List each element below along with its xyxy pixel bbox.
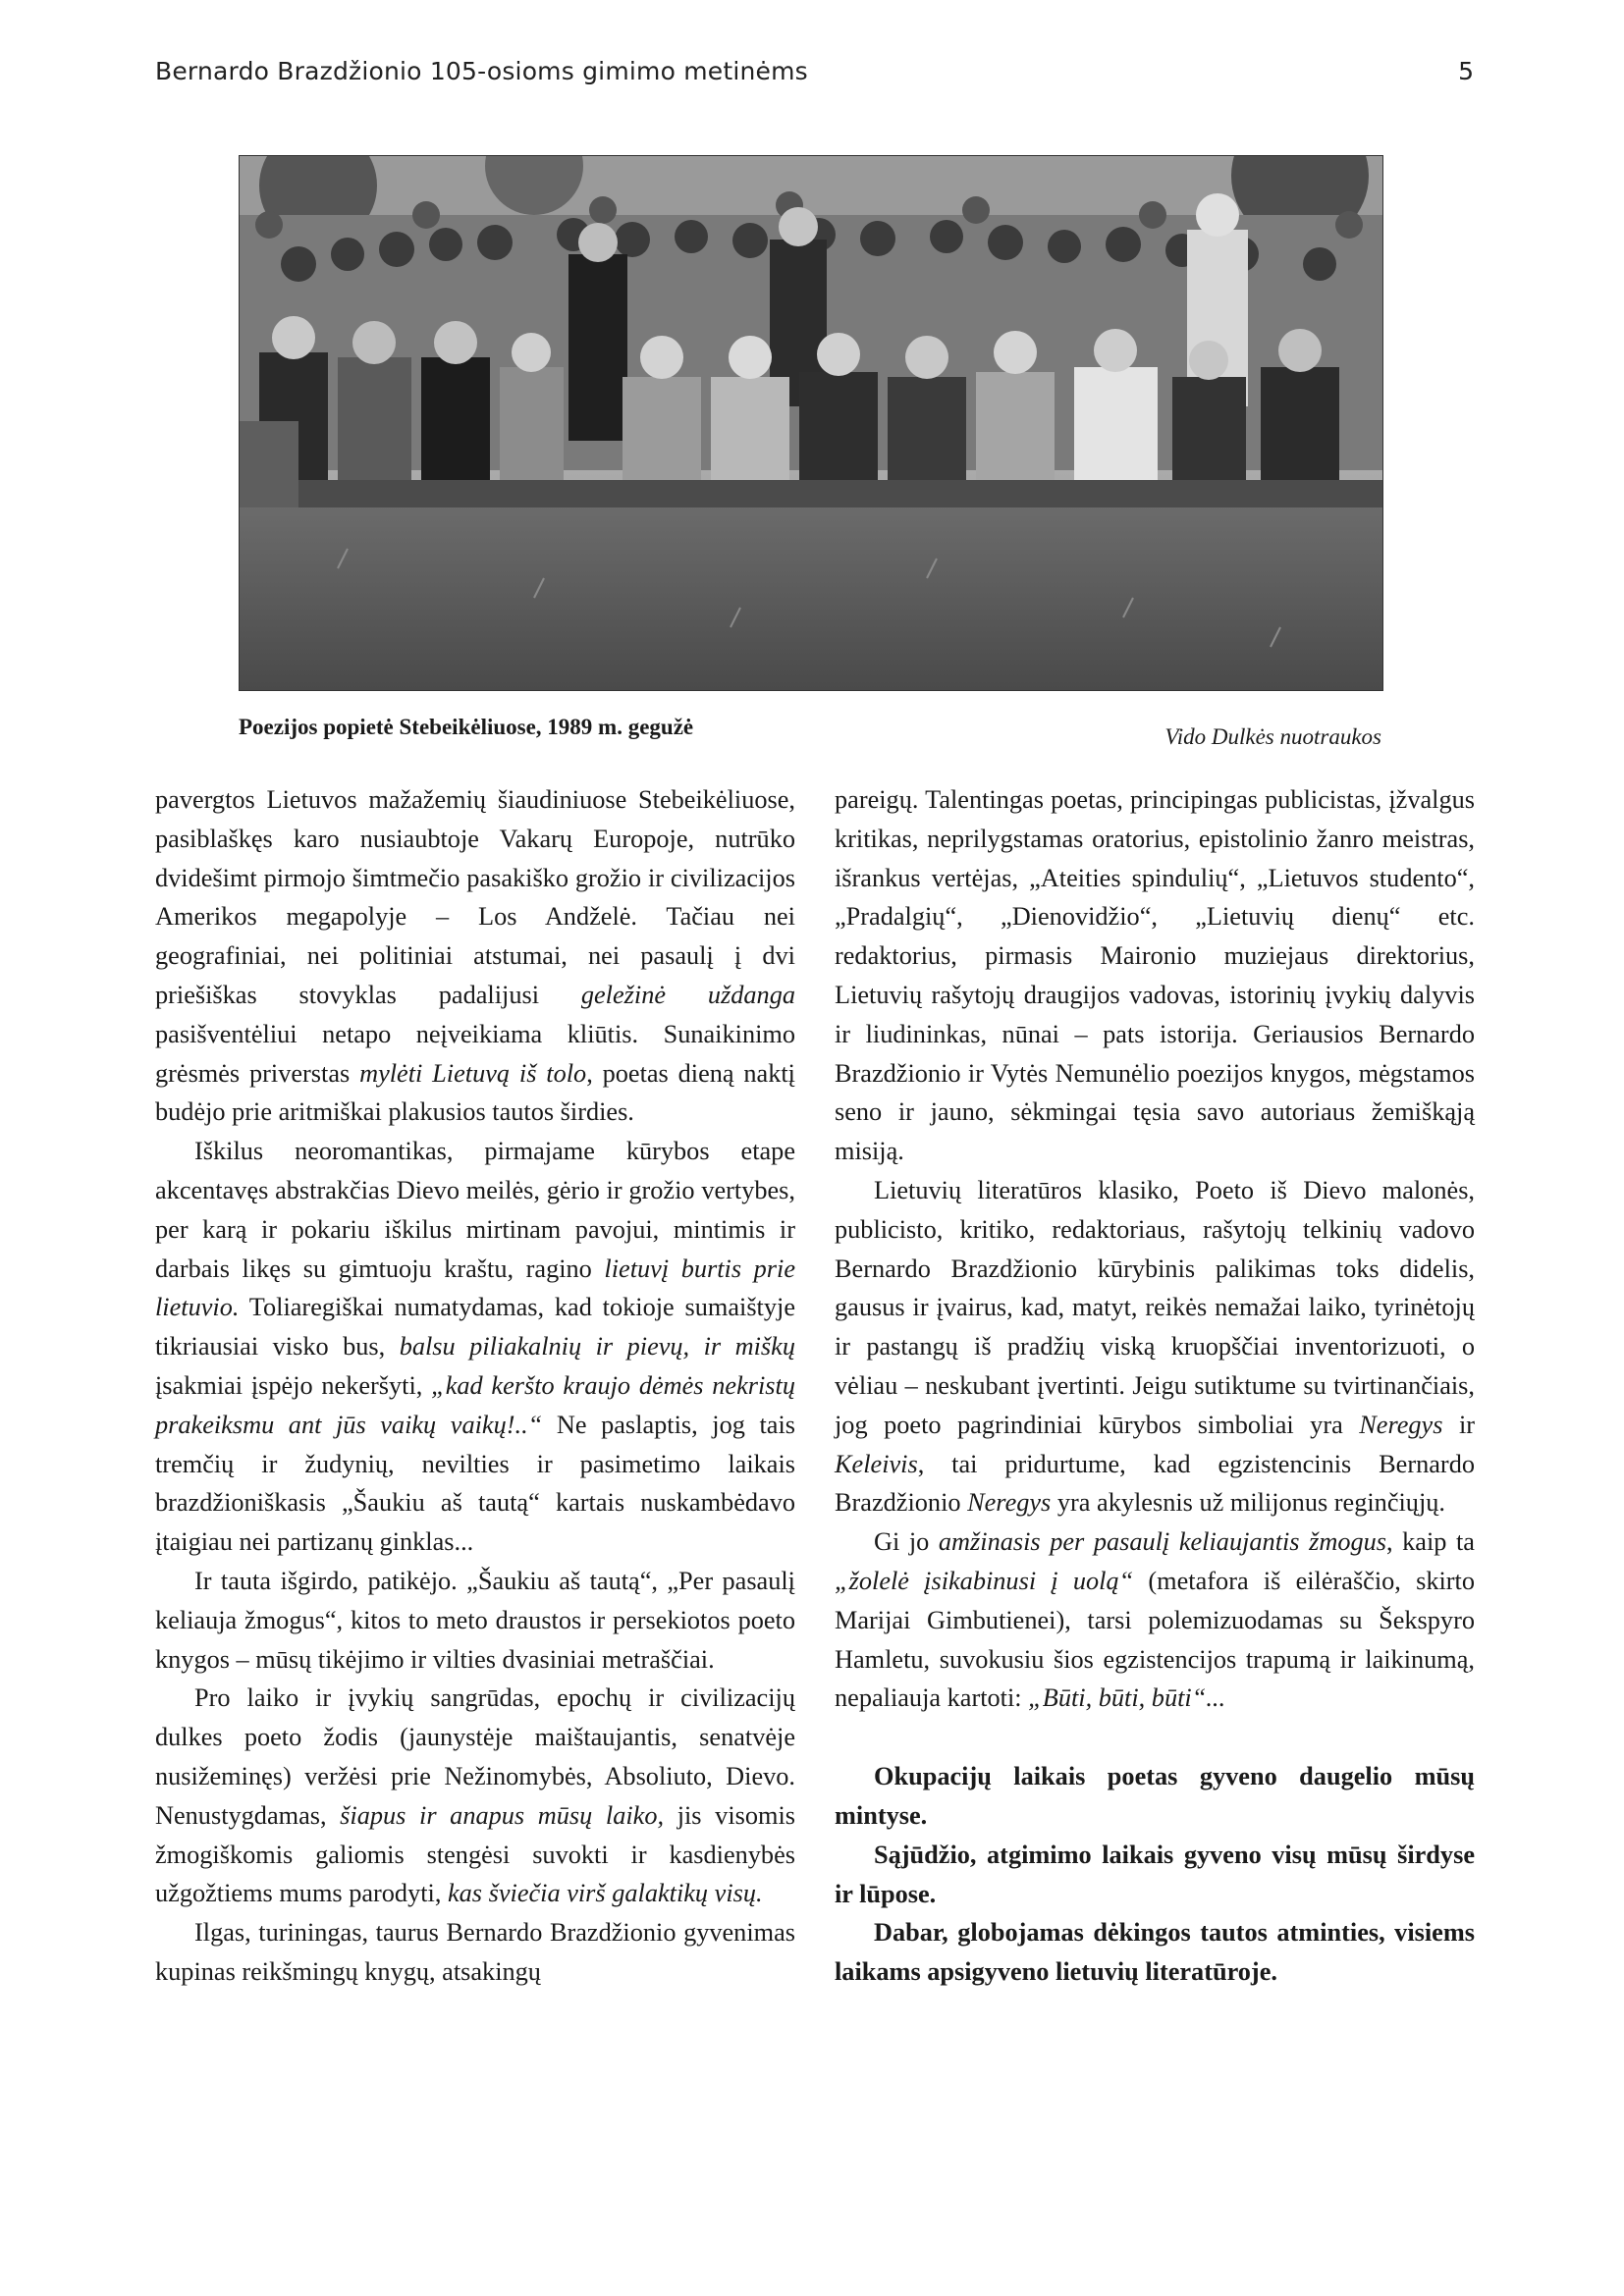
right-column [835, 780, 1475, 1992]
running-header: Bernardo Brazdžionio 105-osioms gimimo metinėms [155, 57, 808, 85]
bold-paragraph: Okupacijų laikais poetas gyveno daugelio mūsų mintyse. [835, 1762, 1475, 1830]
bold-paragraph: Sąjūdžio, atgimimo laikais gyveno visų mūsų širdyse ir lūpose. [835, 1840, 1475, 1908]
paragraph: Ilgas, turiningas, taurus Bernardo Brazdžionio gyvenimas kupinas reikšmingų knygų, atsakingų [155, 1918, 795, 1986]
photo-crowd-on-benches [239, 155, 1383, 691]
photo-caption: Poezijos popietė Stebeikėliuose, 1989 m. gegužė [239, 715, 694, 739]
paragraph: pareigų. Talentingas poetas, principingas publicistas, įžvalgus kritikas, neprilygstamas oratorius, epistolinio žanro meistras, išrankus vertėjas, „Ateities spindulių“, „Lietuvos studento“, „Pradalgių“, „Dienovidžio“, „Lietuvių dienų“ etc. redaktorius, pirmasis Maironio muziejaus direktorius, Lietuvių rašytojų draugijos vadovas, istorinių įvykių dalyvis ir liudininkas, nūnai – pats istorija. Geriausios Bernardo Brazdžionio ir Vytės Nemunėlio poezijos knygos, mėgstamos seno ir jauno, sėkmingai tęsia savo autoriaus žemiškąją misiją. [835, 785, 1475, 1166]
left-column [155, 780, 795, 1992]
paragraph: Ir tauta išgirdo, patikėjo. „Šaukiu aš tautą“, „Per pasaulį keliauja žmogus“, kitos to meto draustos ir persekiotos poeto knygos – mūsų tikėjimo ir vilties dvasiniai metraščiai. [155, 1566, 795, 1674]
page-number: 5 [1458, 57, 1474, 85]
photo-credit: Vido Dulkės nuotraukos [1164, 724, 1381, 749]
spacer [835, 1718, 1475, 1757]
paragraph: Gi jo amžinasis per pasaulį keliaujantis žmogus, kaip ta „žolelė įsikabinusi į uolą“ (metafora iš eilėraščio, skirto Marijai Gimbutienei), tarsi polemizuodamas su Šekspyro Hamletu, suvokusiu šios egzistencijos trapumą ir laikinumą, nepaliauja kartoti: „Būti, būti, būti“... [835, 1527, 1475, 1713]
paragraph: pavergtos Lietuvos mažažemių šiaudiniuose Stebeikėliuose, pasiblaškęs karo nusiaubtoje Vakarų Europoje, nutrūko dvidešimt pirmojo šimtmečio pasakiško grožio ir civilizacijos Amerikos megapolyje – Los Andželė. Tačiau nei geografiniai, nei politiniai atstumai, nei pasaulį į dvi priešiškas stovyklas padalijusi geležinė uždanga pasišventėliui netapo neįveikiama kliūtis. Sunaikinimo grėsmės priverstas mylėti Lietuvą iš tolo, poetas dieną naktį budėjo prie aritmiškai plakusios tautos širdies. [155, 785, 795, 1127]
paragraph: Lietuvių literatūros klasiko, Poeto iš Dievo malonės, publicisto, kritiko, redaktoriaus, rašytojų telkinių vadovo Bernardo Brazdžionio kūrybinis palikimas toks didelis, gausus ir įvairus, kad, matyt, reikės nemažai laiko, tyrinėtojų ir pastangų iš pradžių viską kruopščiai inventorizuoti, o vėliau – neskubant įvertinti. Jeigu sutiktume su tvirtinančiais, jog poeto pagrindiniai kūrybos simboliai yra Neregys ir Keleivis, tai pridurtume, kad egzistencinis Bernardo Brazdžionio Neregys yra akylesnis už milijonus reginčiųjų. [835, 1175, 1476, 1518]
paragraph: Iškilus neoromantikas, pirmajame kūrybos etape akcentavęs abstrakčias Dievo meilės, gėrio ir grožio vertybes, per karą ir pokariu iškilus mirtinam pavojui, mintimis ir darbais likęs su gimtuoju kraštu, ragino lietuvį burtis prie lietuvio. Toliaregiškai numatydamas, kad tokioje sumaištyje tikriausiai visko bus, balsu piliakalnių ir pievų, ir miškų įsakmiai įspėjo nekeršyti, „kad keršto kraujo dėmės nekristų prakeiksmu ant jūs vaikų vaikų!..“ Ne paslaptis, jog tais tremčių ir žudynių, nevilties ir pasimetimo laikais brazdžioniškasis „Šaukiu aš tautą“ kartais nuskambėdavo įtaigiau nei partizanų ginklas... [155, 1137, 796, 1557]
bold-paragraph: Dabar, globojamas dėkingos tautos atminties, visiems laikams apsigyveno lietuvių literatūroje. [835, 1918, 1475, 1987]
paragraph: Pro laiko ir įvykių sangrūdas, epochų ir civilizacijų dulkes poeto žodis (jaunystėje maištaujantis, senatvėje nusižeminęs) veržėsi prie Nežinomybės, Absoliuto, Dievo. Nenustygdamas, šiapus ir anapus mūsų laiko, jis visomis žmogiškomis galiomis stengėsi suvokti ir kasdienybės užgožtiems mums parodyti, kas šviečia virš galaktikų visų. [155, 1683, 795, 1908]
